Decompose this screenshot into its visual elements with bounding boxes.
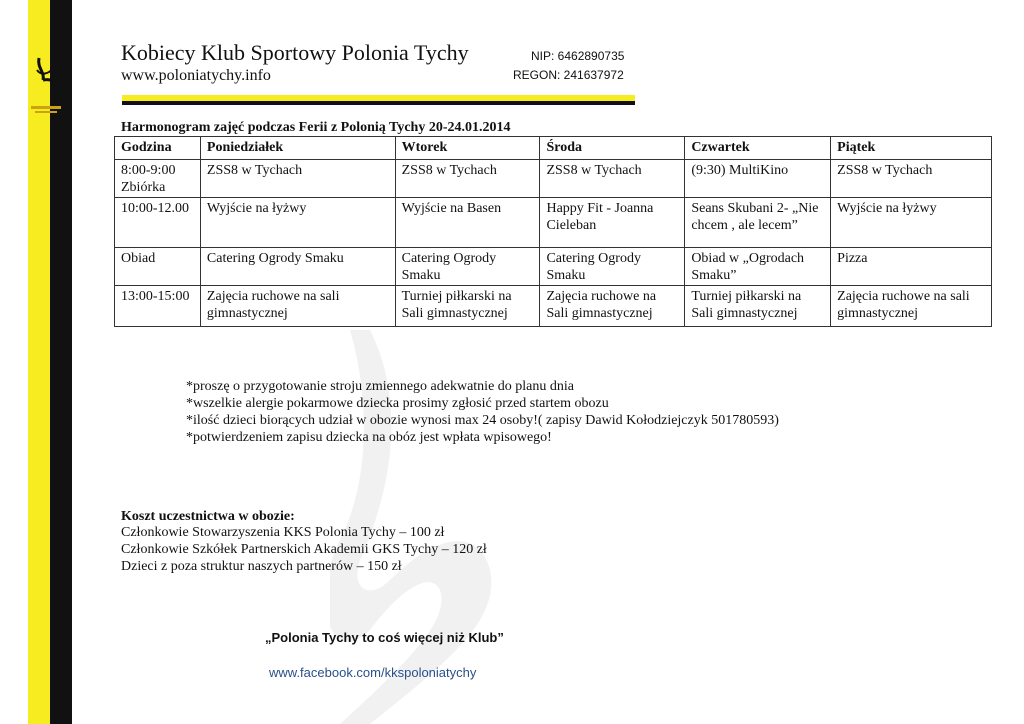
header-divider-black xyxy=(122,101,635,105)
table-cell: 8:00-9:00 Zbiórka xyxy=(115,160,201,198)
column-header: Godzina xyxy=(115,137,201,160)
table-cell: (9:30) MultiKino xyxy=(685,160,831,198)
column-header: Środa xyxy=(540,137,685,160)
club-logo-icon xyxy=(27,50,67,120)
schedule-table xyxy=(114,136,992,327)
table-cell: Zajęcia ruchowe na Sali gimnastycznej xyxy=(540,286,685,327)
notes-list xyxy=(186,378,779,446)
cost-list xyxy=(121,524,487,575)
table-cell: Obiad w „Ogrodach Smaku” xyxy=(685,248,831,286)
schedule-title: Harmonogram zajęć podczas Ferii z Polonią Tychy 20-24.01.2014 xyxy=(121,120,511,135)
cost-item: Dzieci z poza struktur naszych partnerów – 150 zł xyxy=(121,559,402,574)
note-item: *potwierdzeniem zapisu dziecka na obóz jest wpłata wpisowego! xyxy=(186,430,552,445)
table-cell: Wyjście na Basen xyxy=(395,198,540,248)
column-header: Wtorek xyxy=(395,137,540,160)
cost-item: Członkowie Stowarzyszenia KKS Polonia Tychy – 100 zł xyxy=(121,525,445,540)
table-cell: Zajęcia ruchowe na sali gimnastycznej xyxy=(831,286,992,327)
cost-title: Koszt uczestnictwa w obozie: xyxy=(121,509,295,524)
club-website[interactable]: www.poloniatychy.info xyxy=(121,67,271,84)
note-item: *ilość dzieci biorących udział w obozie wynosi max 24 osoby!( zapisy Dawid Kołodziejczyk 501780593) xyxy=(186,413,779,428)
table-cell: Catering Ogrody Smaku xyxy=(540,248,685,286)
cost-item: Członkowie Szkółek Partnerskich Akademii GKS Tychy – 120 zł xyxy=(121,542,487,557)
table-row xyxy=(115,198,992,248)
table-row xyxy=(115,248,992,286)
table-cell: 13:00-15:00 xyxy=(115,286,201,327)
table-cell: Seans Skubani 2- „Nie chcem , ale lecem” xyxy=(685,198,831,248)
table-cell: Obiad xyxy=(115,248,201,286)
table-row xyxy=(115,160,992,198)
table-cell: ZSS8 w Tychach xyxy=(200,160,395,198)
table-header-row xyxy=(115,137,992,160)
table-cell: Zajęcia ruchowe na sali gimnastycznej xyxy=(200,286,395,327)
table-cell: ZSS8 w Tychach xyxy=(395,160,540,198)
table-cell: Wyjście na łyżwy xyxy=(200,198,395,248)
table-row xyxy=(115,286,992,327)
regon-number: REGON: 241637972 xyxy=(513,68,624,82)
table-cell: Pizza xyxy=(831,248,992,286)
nip-number: NIP: 6462890735 xyxy=(531,49,625,63)
table-cell: Happy Fit - Joanna Cieleban xyxy=(540,198,685,248)
column-header: Piątek xyxy=(831,137,992,160)
table-cell: Turniej piłkarski na Sali gimnastycznej xyxy=(685,286,831,327)
table-cell: Wyjście na łyżwy xyxy=(831,198,992,248)
facebook-link[interactable]: www.facebook.com/kkspoloniatychy xyxy=(269,665,477,680)
column-header: Poniedziałek xyxy=(200,137,395,160)
table-cell: ZSS8 w Tychach xyxy=(831,160,992,198)
note-item: *wszelkie alergie pokarmowe dziecka prosimy zgłosić przed startem obozu xyxy=(186,396,609,411)
table-cell: Catering Ogrody Smaku xyxy=(200,248,395,286)
table-cell: ZSS8 w Tychach xyxy=(540,160,685,198)
club-slogan: „Polonia Tychy to coś więcej niż Klub” xyxy=(265,630,504,645)
column-header: Czwartek xyxy=(685,137,831,160)
club-title: Kobiecy Klub Sportowy Polonia Tychy xyxy=(121,40,469,65)
note-item: *proszę o przygotowanie stroju zmiennego adekwatnie do planu dnia xyxy=(186,379,574,394)
table-cell: Turniej piłkarski na Sali gimnastycznej xyxy=(395,286,540,327)
table-cell: 10:00-12.00 xyxy=(115,198,201,248)
table-cell: Catering Ogrody Smaku xyxy=(395,248,540,286)
